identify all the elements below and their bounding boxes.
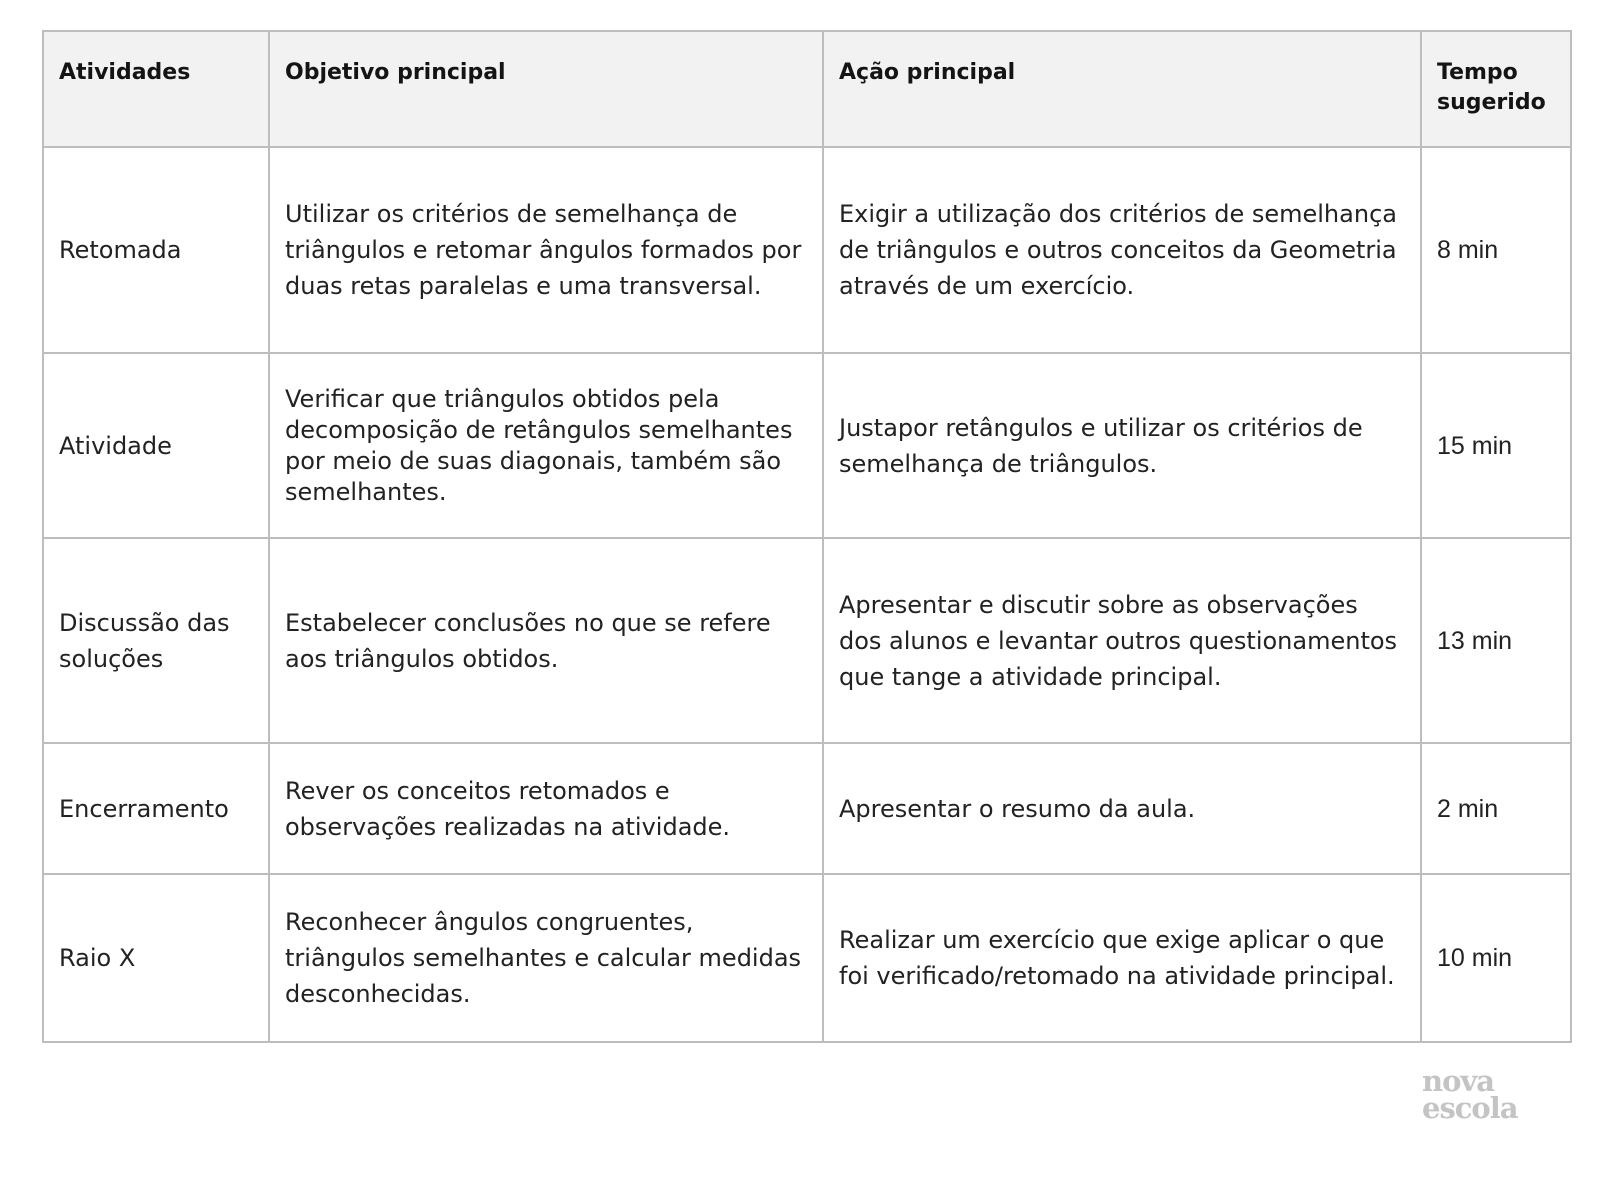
cell-acao: Exigir a utilização dos critérios de semelhança de triângulos e outros conceitos da Geometria através de um exercício. (823, 147, 1421, 353)
table-header-row (43, 31, 1571, 147)
cell-acao: Apresentar o resumo da aula. (823, 743, 1421, 874)
table-row (43, 743, 1571, 874)
cell-atividade: Discussão das soluções (43, 538, 269, 743)
cell-objetivo: Verificar que triângulos obtidos pela decomposição de retângulos semelhantes por meio de suas diagonais, também são semelhantes. (269, 353, 823, 538)
table-row (43, 538, 1571, 743)
cell-tempo: 15 min (1421, 353, 1571, 538)
cell-tempo: 8 min (1421, 147, 1571, 353)
cell-objetivo: Rever os conceitos retomados e observações realizadas na atividade. (269, 743, 823, 874)
header-acao-principal: Ação principal (823, 31, 1421, 147)
table-row (43, 874, 1571, 1042)
cell-tempo: 13 min (1421, 538, 1571, 743)
cell-acao: Apresentar e discutir sobre as observações dos alunos e levantar outros questionamentos que tange a atividade principal. (823, 538, 1421, 743)
cell-tempo: 10 min (1421, 874, 1571, 1042)
header-tempo-sugerido: Tempo sugerido (1421, 31, 1571, 147)
nova-escola-logo (1422, 1064, 1518, 1125)
header-objetivo-principal: Objetivo principal (269, 31, 823, 147)
cell-acao: Justapor retângulos e utilizar os critérios de semelhança de triângulos. (823, 353, 1421, 538)
cell-atividade: Raio X (43, 874, 269, 1042)
table-row (43, 147, 1571, 353)
cell-atividade: Atividade (43, 353, 269, 538)
cell-acao: Realizar um exercício que exige aplicar o que foi verificado/retomado na atividade principal. (823, 874, 1421, 1042)
header-atividades: Atividades (43, 31, 269, 147)
logo-line-escola: escola (1422, 1091, 1518, 1125)
cell-objetivo: Estabelecer conclusões no que se refere aos triângulos obtidos. (269, 538, 823, 743)
cell-atividade: Retomada (43, 147, 269, 353)
cell-tempo: 2 min (1421, 743, 1571, 874)
cell-objetivo: Reconhecer ângulos congruentes, triângulos semelhantes e calcular medidas desconhecidas. (269, 874, 823, 1042)
cell-objetivo: Utilizar os critérios de semelhança de triângulos e retomar ângulos formados por duas retas paralelas e uma transversal. (269, 147, 823, 353)
logo-line-nova: nova (1422, 1064, 1495, 1098)
cell-atividade: Encerramento (43, 743, 269, 874)
lesson-plan-table (42, 30, 1572, 1043)
table-row (43, 353, 1571, 538)
